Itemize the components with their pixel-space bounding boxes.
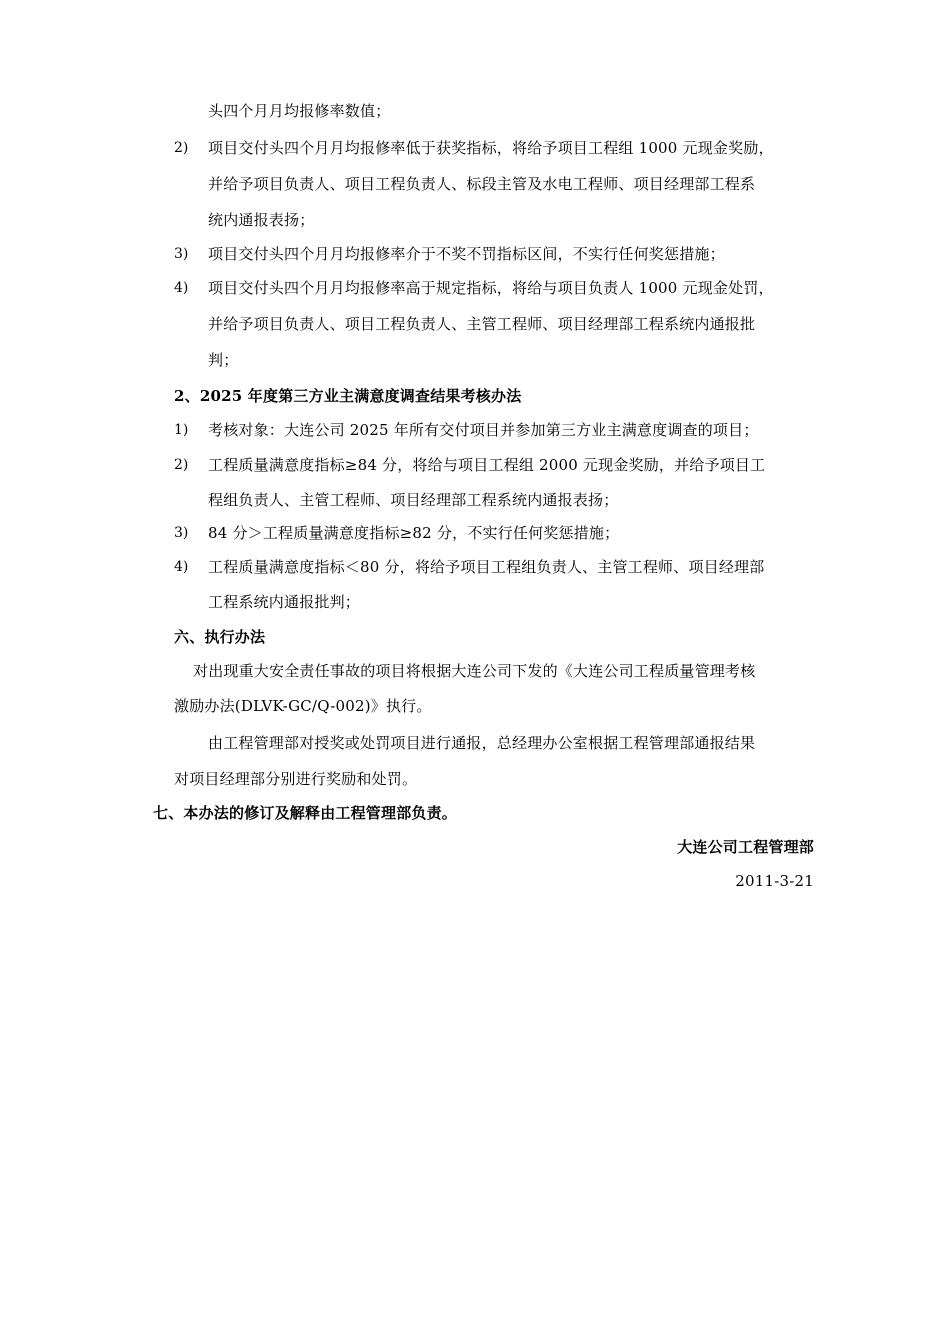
list-item-text: 工程系统内通报批判；	[208, 593, 361, 611]
list-item-number: 2)	[174, 140, 189, 156]
list-item-text: 项目交付头四个月月均报修率介于不奖不罚指标区间，不实行任何奖惩措施；	[208, 245, 725, 263]
paragraph-line: 激励办法(DLVK-GC/Q-002)》执行。	[174, 697, 432, 715]
paragraph-line: 由工程管理部对授奖或处罚项目进行通报，总经理办公室根据工程管理部通报结果	[208, 734, 756, 752]
prev-item-continuation: 头四个月月均报修率数值；	[208, 102, 391, 120]
list-item-text: 项目交付头四个月月均报修率低于获奖指标，将给予项目工程组 1000 元现金奖励，	[208, 139, 774, 157]
list-item-text: 判；	[208, 351, 239, 369]
list-item-text: 考核对象：大连公司 2025 年所有交付项目并参加第三方业主满意度调查的项目；	[208, 421, 759, 439]
list-item-number: 2)	[174, 457, 189, 473]
list-item-number: 4)	[174, 280, 189, 296]
list-item-text: 84 分＞工程质量满意度指标≥82 分，不实行任何奖惩措施；	[208, 524, 620, 542]
section-heading: 七、本办法的修订及解释由工程管理部负责。	[153, 804, 458, 822]
list-item-text: 工程质量满意度指标≥84 分，将给与项目工程组 2000 元现金奖励，并给予项目工	[208, 456, 766, 474]
list-item-text: 程组负责人、主管工程师、项目经理部工程系统内通报表扬；	[208, 491, 619, 509]
list-item-number: 3)	[174, 525, 189, 541]
list-item-number: 1)	[174, 422, 189, 438]
list-item-text: 并给予项目负责人、项目工程负责人、标段主管及水电工程师、项目经理部工程系	[208, 175, 756, 193]
section-heading: 2、2025 年度第三方业主满意度调查结果考核办法	[174, 387, 522, 405]
section-heading: 六、执行办法	[174, 628, 266, 646]
paragraph-line: 对出现重大安全责任事故的项目将根据大连公司下发的《大连公司工程质量管理考核	[193, 662, 756, 680]
list-item-text: 工程质量满意度指标＜80 分，将给予项目工程组负责人、主管工程师、项目经理部	[208, 558, 765, 576]
list-item-number: 4)	[174, 559, 189, 575]
list-item-text: 并给予项目负责人、项目工程负责人、主管工程师、项目经理部工程系统内通报批	[208, 315, 756, 333]
signature-date: 2011-3-21	[735, 872, 814, 890]
list-item-text: 统内通报表扬；	[208, 211, 315, 229]
list-item-text: 项目交付头四个月月均报修率高于规定指标，将给与项目负责人 1000 元现金处罚，	[208, 279, 774, 297]
signature-org: 大连公司工程管理部	[677, 838, 814, 856]
list-item-number: 3)	[174, 246, 189, 262]
paragraph-line: 对项目经理部分别进行奖励和处罚。	[174, 770, 418, 788]
